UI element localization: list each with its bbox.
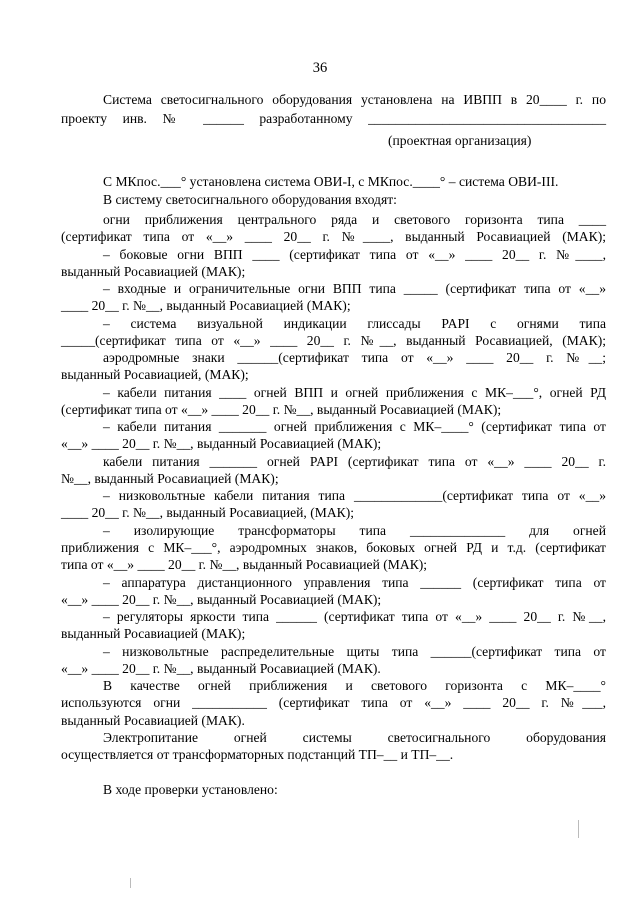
inspection-findings-line: В ходе проверки установлено: — [103, 782, 278, 797]
ovi-systems-line: С МКпос.___° установлена система ОВИ-I, с МКпос.____° – система ОВИ-III. — [103, 174, 559, 189]
remote-control-line-1: – аппаратура дистанционного управления типа ______ (сертификат типа от — [103, 575, 606, 590]
brightness-line-2: выданный Росавиацией (МАК); — [61, 626, 246, 641]
scan-mark — [130, 878, 131, 888]
power-supply-line-2: осуществляется от трансформаторных подстанций ТП–__ и ТП–__. — [61, 747, 454, 762]
threshold-lights-line-1: – входные и ограничительные огни ВПП типа _____ (сертификат типа от «__» — [103, 281, 606, 296]
transformers-line-2: приближения с МК–___°, аэродромных знаков, боковых огней РД и т.д. (сертификат — [61, 540, 606, 555]
side-lights-line-2: выданный Росавиацией (МАК); — [61, 264, 246, 279]
system-includes-line: В систему светосигнального оборудования входят: — [103, 192, 397, 207]
switchboards-line-1: – низковольтные распределительные щиты типа ______(сертификат типа от — [103, 644, 606, 659]
remote-control-line-2: «__» ____ 20__ г. №__, выданный Росавиацией (МАК); — [61, 592, 382, 607]
approach-lights-line-2: (сертификат типа от «__» ____ 20__ г. №____, выданный Росавиацией (МАК); — [61, 229, 606, 244]
approach-cables-line-2: «__» ____ 20__ г. №__, выданный Росавиацией (МАК); — [61, 436, 382, 451]
brightness-line-1: – регуляторы яркости типа ______ (сертификат типа от «__» ____ 20__ г. №__, — [103, 609, 606, 624]
intro-line-2: проекту инв. № ______ разработанному ___________________________________ — [61, 111, 606, 126]
runway-cables-line-1: – кабели питания ____ огней ВПП и огней приближения с МК–___°, огней РД — [103, 385, 606, 400]
approach-cables-line-1: – кабели питания _______ огней приближения с МК–____° (сертификат типа от — [103, 419, 606, 434]
intro-line-1: Система светосигнального оборудования установлена на ИВПП в 20____ г. по — [103, 92, 606, 107]
scan-mark — [578, 820, 579, 838]
lv-cables-line-1: – низковольтные кабели питания типа _____________(сертификат типа от «__» — [103, 488, 606, 503]
papi-line-1: – система визуальной индикации глиссады PAPI с огнями типа — [103, 316, 606, 331]
runway-cables-line-2: (сертификат типа от «__» ____ 20__ г. №__, выданный Росавиацией (МАК); — [61, 402, 502, 417]
threshold-lights-line-2: ____ 20__ г. №__, выданный Росавиацией (МАК); — [61, 298, 351, 313]
signs-line-2: выданный Росавиацией, (МАК); — [61, 367, 249, 382]
transformers-line-3: типа от «__» ____ 20__ г. №__, выданный Росавиацией (МАК); — [61, 557, 428, 572]
side-lights-line-1: – боковые огни ВПП ____ (сертификат типа от «__» ____ 20__ г. №____, — [103, 247, 606, 262]
papi-line-2: _____(сертификат типа от «__» ____ 20__ г. №__, выданный Росавиацией, (МАК); — [61, 333, 606, 348]
lv-cables-line-2: ____ 20__ г. №__, выданный Росавиацией, (МАК); — [61, 505, 355, 520]
papi-cables-line-2: №__, выданный Росавиацией (МАК); — [61, 471, 279, 486]
approach-horizon-line-2: используются огни ___________ (сертификат типа от «__» ____ 20__ г. №___, — [61, 695, 606, 710]
transformers-line-1: – изолирующие трансформаторы типа ______________ для огней — [103, 523, 606, 538]
papi-cables-line-1: кабели питания _______ огней PAPI (сертификат типа от «__» ____ 20__ г. — [103, 454, 606, 469]
approach-horizon-line-1: В качестве огней приближения и светового горизонта с МК–____° — [103, 678, 606, 693]
power-supply-line-1: Электропитание огней системы светосигнального оборудования — [103, 730, 606, 745]
approach-lights-line-1: огни приближения центрального ряда и светового горизонта типа ____ — [103, 212, 606, 227]
page-number: 36 — [312, 60, 328, 76]
switchboards-line-2: «__» ____ 20__ г. №__, выданный Росавиацией (МАК). — [61, 661, 381, 676]
approach-horizon-line-3: выданный Росавиацией (МАК). — [61, 713, 245, 728]
org-caption: (проектная организация) — [388, 133, 532, 148]
signs-line-1: аэродромные знаки ______(сертификат типа от «__» ____ 20__ г. №__; — [103, 350, 606, 365]
